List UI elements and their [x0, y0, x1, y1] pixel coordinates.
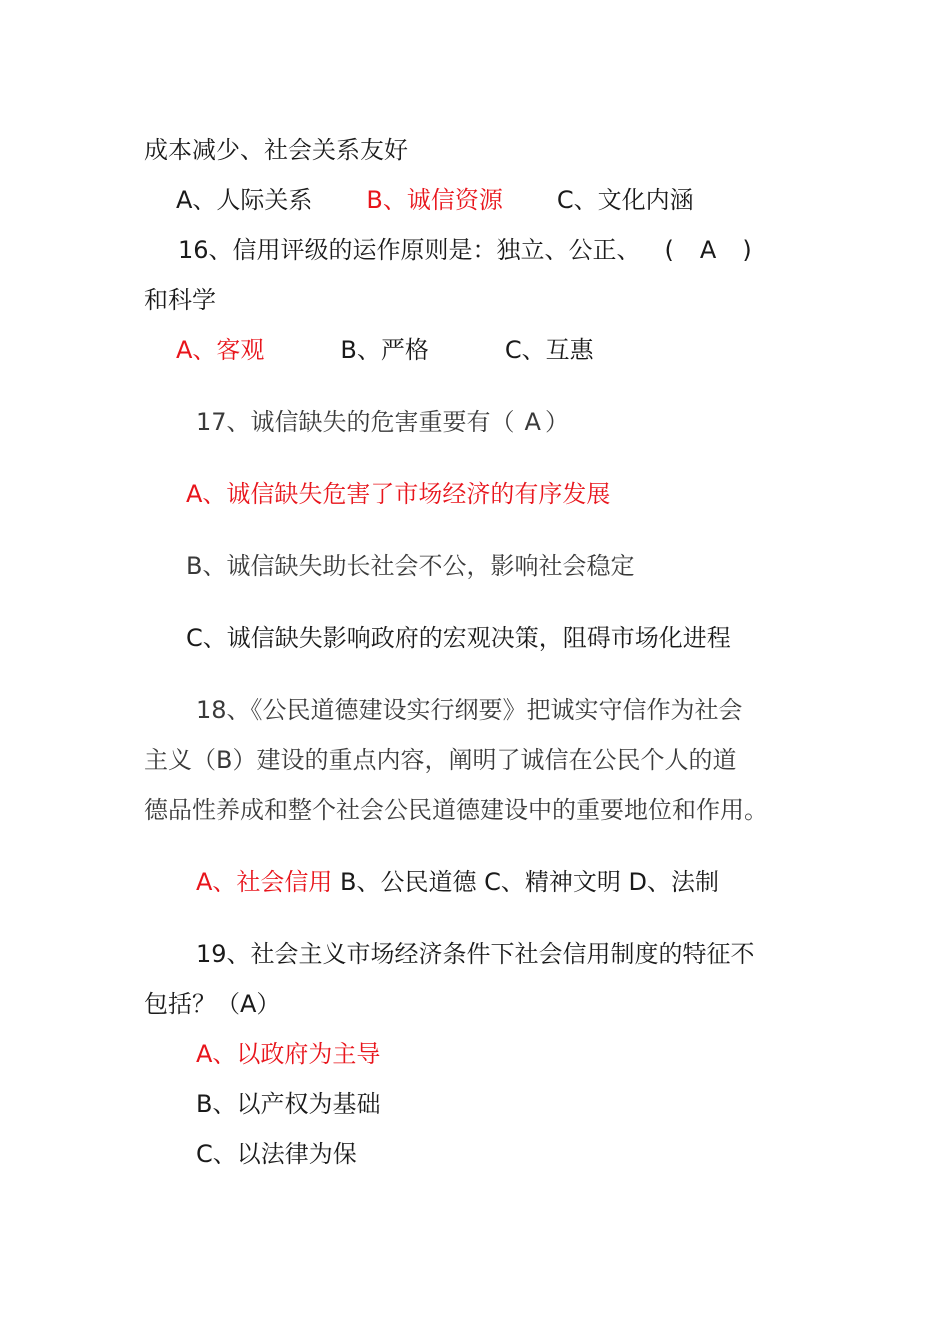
q17-option-c: C、诚信缺失影响政府的宏观决策，阻碍市场化进程 — [186, 624, 731, 652]
q18-options — [196, 867, 719, 897]
q16-option-c: C、互惠 — [504, 336, 594, 364]
q18-line-3: 德品性养成和整个社会公民道德建设中的重要地位和作用。 — [144, 796, 768, 824]
q17-paren-close: ） — [544, 408, 569, 436]
q15-options — [176, 185, 694, 215]
q17-stem-text: 17、诚信缺失的危害重要有（ — [196, 408, 515, 436]
q16-stem — [178, 235, 752, 265]
q18-option-a-correct: A、社会信用 — [196, 868, 333, 896]
q17-answer: A — [524, 408, 541, 436]
q19-option-c: C、以法律为保 — [196, 1140, 357, 1168]
q16-stem-text: 16、信用评级的运作原则是：独立、公正、 — [178, 236, 641, 264]
q16-answer: A — [699, 236, 717, 264]
q16-stem-tail: 和科学 — [144, 286, 216, 314]
q19-option-b: B、以产权为基础 — [196, 1090, 381, 1118]
q18-line-1: 18、《公民道德建设实行纲要》把诚实守信作为社会 — [196, 696, 743, 724]
q17-option-a-correct: A、诚信缺失危害了市场经济的有序发展 — [186, 480, 611, 508]
q16-options — [176, 335, 594, 365]
q15-option-b-correct: B、诚信资源 — [366, 186, 503, 214]
q16-paren-open: ( — [664, 236, 674, 264]
q17-stem — [196, 407, 569, 437]
q15-option-a: A、人际关系 — [176, 186, 313, 214]
q18-line-2-pre: 主义（ — [144, 746, 216, 774]
q15-option-c: C、文化内涵 — [556, 186, 694, 214]
q17-option-b: B、诚信缺失助长社会不公，影响社会稳定 — [186, 552, 635, 580]
q16-option-a-correct: A、客观 — [176, 336, 265, 364]
q18-line-2 — [144, 745, 736, 775]
q19-option-a-correct: A、以政府为主导 — [196, 1040, 381, 1068]
q18-answer: B — [216, 746, 233, 774]
q19-line-1: 19、社会主义市场经济条件下社会信用制度的特征不 — [196, 940, 755, 968]
q15-stem-tail: 成本减少、社会关系友好 — [144, 136, 408, 164]
q16-paren-close: ) — [742, 236, 752, 264]
q18-line-2-post: ）建设的重点内容，阐明了诚信在公民个人的道 — [232, 746, 737, 774]
q16-option-b: B、严格 — [340, 336, 429, 364]
q19-line-2: 包括？（A） — [144, 990, 281, 1018]
q18-options-rest: B、公民道德 C、精神文明 D、法制 — [332, 868, 720, 896]
